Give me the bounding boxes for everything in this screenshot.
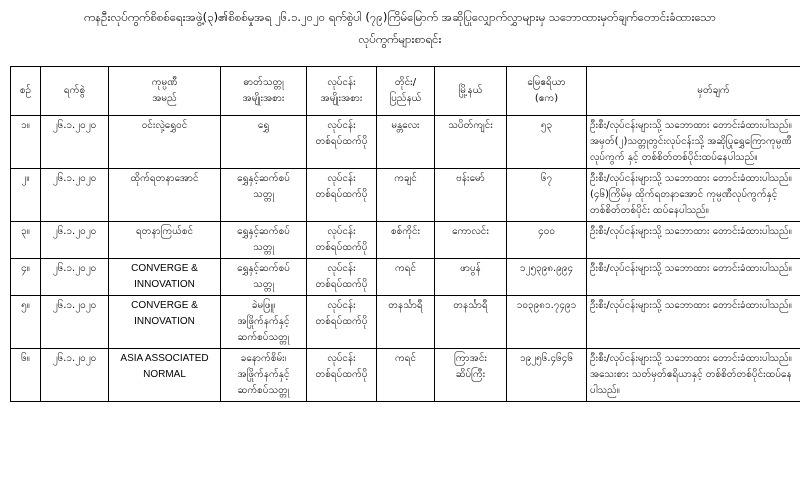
- work-type-cell: လုပ်ငန်း တစ်ရပ်ထက်ပို: [307, 169, 377, 222]
- mineral-cell: ရွှေ: [221, 116, 307, 169]
- company-cell: CONVERGE & INNOVATION: [109, 296, 221, 349]
- area-cell: ၁၂၅၃၉၈.၉၉၄: [507, 259, 587, 296]
- work-type-cell: လုပ်ငန်း တစ်ရပ်ထက်ပို: [307, 222, 377, 259]
- row-number: ၄။: [11, 259, 41, 296]
- region-cell: ကရင်: [377, 259, 435, 296]
- row-number: ၁။: [11, 116, 41, 169]
- date-cell: ၂၆.၁.၂၀၂၀: [41, 296, 109, 349]
- header-date: ရက်စွဲ: [41, 67, 109, 116]
- area-cell: ၆၇: [507, 169, 587, 222]
- date-cell: ၂၆.၁.၂၀၂၀: [41, 349, 109, 402]
- region-cell: စစ်ကိုင်း: [377, 222, 435, 259]
- township-cell: ကြာအင်း ဆိပ်ကြီး: [435, 349, 507, 402]
- applications-table: [10, 66, 800, 402]
- township-cell: ဖာပွန်: [435, 259, 507, 296]
- header-region: တိုင်း/ ပြည်နယ်: [377, 67, 435, 116]
- table-header-row: [11, 67, 800, 116]
- mineral-cell: ခနောက်စိမ်း၊ အဖြိုက်နက်နှင့် ဆက်စပ်သတ္တု: [221, 349, 307, 402]
- date-cell: ၂၆.၁.၂၀၂၀: [41, 259, 109, 296]
- date-cell: ၂၆.၁.၂၀၂၀: [41, 116, 109, 169]
- header-no: စဉ်: [11, 67, 41, 116]
- area-cell: ၅၃: [507, 116, 587, 169]
- remarks-cell: ဦးစီး/လုပ်ငန်းများသို့ သဘောထား တောင်းခံထားပါသည်။: [587, 296, 800, 349]
- work-type-cell: လုပ်ငန်း တစ်ရပ်ထက်ပို: [307, 296, 377, 349]
- township-cell: တနင်္သာရီ: [435, 296, 507, 349]
- township-cell: သပိတ်ကျင်း: [435, 116, 507, 169]
- township-cell: ကောလင်း: [435, 222, 507, 259]
- table-row: [11, 169, 800, 222]
- date-cell: ၂၆.၁.၂၀၂၀: [41, 169, 109, 222]
- row-number: ၅။: [11, 296, 41, 349]
- title-line-1: ကနဦးလုပ်ကွက်စိစစ်ရေးအဖွဲ့(၃)၏စိစစ်မှုအရ ၂၆.၁.၂၀၂၀ ရက်စွဲပါ (၇၉)ကြိမ်မြောက် အဆိုပြုလျှောက်လွှာများမှ သဘောထားမှတ်ချက်တောင်းခံထားသော: [83, 10, 717, 24]
- region-cell: ကချင်: [377, 169, 435, 222]
- region-cell: ကရင်: [377, 349, 435, 402]
- table-row: [11, 349, 800, 402]
- row-number: ၂။: [11, 169, 41, 222]
- company-cell: ဝင်းလှဲ့ရွှေဝင်: [109, 116, 221, 169]
- row-number: ၆။: [11, 349, 41, 402]
- table-body: [11, 116, 800, 402]
- date-cell: ၂၆.၁.၂၀၂၀: [41, 222, 109, 259]
- table-row: [11, 116, 800, 169]
- header-remarks: မှတ်ချက်: [587, 67, 800, 116]
- township-cell: ဗန်းမော်: [435, 169, 507, 222]
- area-cell: ၁၀၃၉၈၁.၇၄၉၁: [507, 296, 587, 349]
- mineral-cell: ရွှေနှင့်ဆက်စပ် သတ္တု: [221, 259, 307, 296]
- header-area: မြေဧရိယာ (ဧက): [507, 67, 587, 116]
- remarks-cell: ဦးစီး/လုပ်ငန်းများသို့ သဘောထား တောင်းခံထားပါသည်။ (၄၆)ကြိမ်မှ ထိုက်ရတနာအောင် ကုမ္ပဏီလုပ်ကွက်နှင့် တစ်စိတ်တစ်ပိုင်း ထပ်နေပါသည်။: [587, 169, 800, 222]
- work-type-cell: လုပ်ငန်း တစ်ရပ်ထက်ပို: [307, 259, 377, 296]
- company-cell: ထိုက်ရတနာအောင်: [109, 169, 221, 222]
- mineral-cell: ရွှေနှင့်ဆက်စပ် သတ္တု: [221, 169, 307, 222]
- header-work-type: လုပ်ငန်း အမျိုးအစား: [307, 67, 377, 116]
- mineral-cell: ခဲမဖြူ၊ အဖြိုက်နက်နှင့် ဆက်စပ်သတ္တု: [221, 296, 307, 349]
- company-cell: CONVERGE & INNOVATION: [109, 259, 221, 296]
- remarks-cell: ဦးစီး/လုပ်ငန်းများသို့ သဘောထား တောင်းခံထားပါသည်။: [587, 259, 800, 296]
- company-cell: ရတနာကြယ်စင်: [109, 222, 221, 259]
- header-mineral: ဓာတ်သတ္တု အမျိုးအစား: [221, 67, 307, 116]
- work-type-cell: လုပ်ငန်း တစ်ရပ်ထက်ပို: [307, 349, 377, 402]
- remarks-cell: ဦးစီး/လုပ်ငန်းများသို့ သဘောထား တောင်းခံထားပါသည်။ အသေးစား သတ်မှတ်ဧရိယာနှင့် တစ်စိတ်တစ်ပိုင်းထပ်နေ ပါသည်။: [587, 349, 800, 402]
- remarks-cell: ဦးစီး/လုပ်ငန်းများသို့ သဘောထား တောင်းခံထားပါသည်။ အမှတ်(၂)သတ္တုတွင်းလုပ်ငန်းသို့ အဆိုပြုရွှေကြောကုမ္ပဏီ လုပ်ကွက် နှင့် တစ်စိတ်တစ်ပိုင်းထပ်နေပါသည်။: [587, 116, 800, 169]
- document-title: [0, 6, 800, 50]
- area-cell: ၄၀၀: [507, 222, 587, 259]
- region-cell: မန္တလေး: [377, 116, 435, 169]
- table-row: [11, 259, 800, 296]
- region-cell: တနင်္သာရီ: [377, 296, 435, 349]
- title-line-2: လုပ်ကွက်များစာရင်း: [358, 32, 442, 46]
- company-cell: ASIA ASSOCIATED NORMAL: [109, 349, 221, 402]
- header-township: မြို့နယ်: [435, 67, 507, 116]
- work-type-cell: လုပ်ငန်း တစ်ရပ်ထက်ပို: [307, 116, 377, 169]
- mineral-cell: ရွှေနှင့်ဆက်စပ် သတ္တု: [221, 222, 307, 259]
- row-number: ၃။: [11, 222, 41, 259]
- header-company: ကုမ္ပဏီ အမည်: [109, 67, 221, 116]
- remarks-cell: ဦးစီး/လုပ်ငန်းများသို့ သဘောထား တောင်းခံထားပါသည်။: [587, 222, 800, 259]
- area-cell: ၁၉၂၅၆.၄၆၄၆: [507, 349, 587, 402]
- table-row: [11, 222, 800, 259]
- table-row: [11, 296, 800, 349]
